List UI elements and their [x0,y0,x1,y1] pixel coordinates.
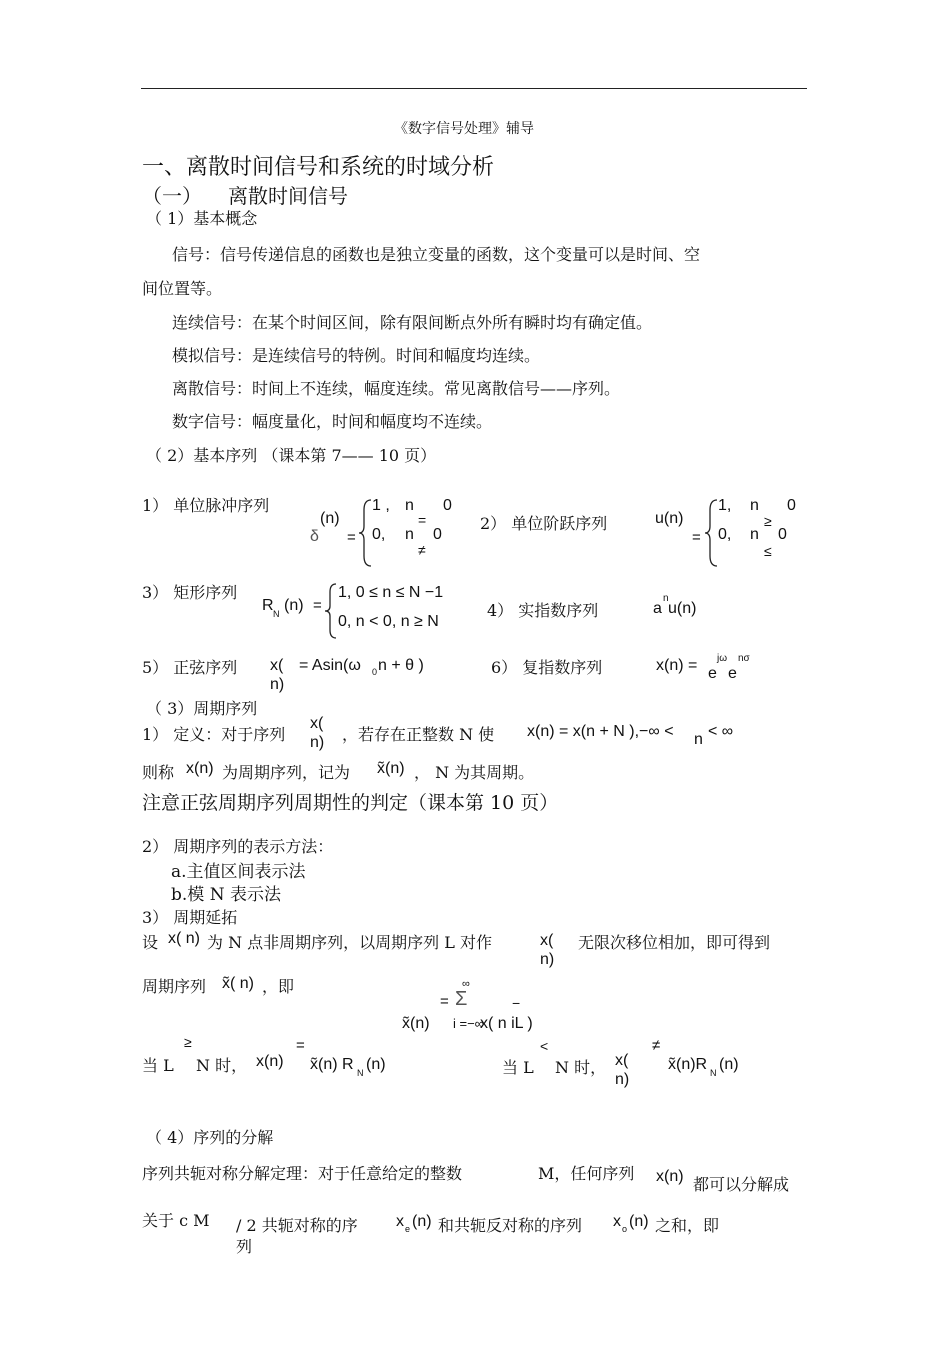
cexp-sup2: nσ [738,653,750,664]
delta-row1-value: 1 , [372,497,390,514]
periodic-then-c: ， N 为其周期。 [414,763,535,782]
periodic-rep: 2） 周期序列的表示方法： [142,837,334,856]
sum-eq: = [440,993,449,1010]
rect-arg: (n) [284,597,304,614]
periodic-def-b: ，若存在正整数 N 使 [342,725,495,744]
ext-text-a: 设 [142,933,159,952]
periodic-note: 注意正弦周期序列周期性的判定（课本第 10 页） [142,792,559,814]
decomp-xo-arg: (n) [629,1213,649,1230]
delta-row1-cond: 0 [443,497,452,514]
subsection-periodic: （ 3）周期序列 [146,699,258,718]
case2-rhs: x̃(n)R [668,1056,708,1073]
delta-arg: (n) [320,510,340,527]
periodic-def-eq: x(n) = x(n + N ),−∞ < [527,723,674,740]
item-complex-exp: 6） 复指数序列 [491,658,603,677]
decomp-xe-arg: (n) [412,1213,432,1230]
step-row2-op: ≤ [764,543,772,559]
subsection-basic-sequences: （ 2）基本序列 （课本第 7—— 10 页） [146,446,437,465]
header-rule [141,88,807,89]
para-signal-line2: 间位置等。 [142,279,223,298]
cexp-e1: e [708,665,717,682]
cexp-sup1: jω [717,653,728,664]
ext-x2: x( [540,932,554,949]
delta-row2-cond: 0 [433,526,442,543]
case2-when: 当 L [502,1058,534,1077]
sine-rest: n + θ ) [378,657,424,674]
delta-row1-n: n [405,497,414,514]
case1-when: 当 L [142,1056,174,1075]
decomp-line1-x: x(n) [656,1168,684,1185]
decomp-line2-b: / 2 共轭对称的序 [236,1216,358,1235]
step-row2-n: n [750,526,759,543]
sine-x: x( [270,657,284,674]
para-continuous: 连续信号：在某个时间区间，除有限间断点外所有瞬时均有确定值。 [172,313,653,332]
delta-symbol: δ [310,528,319,545]
decomp-line2-c: 和共轭反对称的序列 [438,1216,583,1235]
ext-text-e: ，即 [262,977,295,996]
cexp-lhs: x(n) = [656,657,698,674]
item-sine: 5） 正弦序列 [142,658,238,677]
sum-term: x( n iL ) [480,1015,533,1032]
case2-n: N 时， [555,1058,607,1077]
sum-upper: ∞ [462,978,470,990]
case2-ne: ≠ [652,1037,661,1054]
delta-row2-value: 0, [372,526,386,543]
periodic-then-a: 则称 [142,763,175,782]
sum-lhs: x̃(n) [402,1015,430,1032]
step-row1-value: 1, [718,497,732,514]
step-row2-cond: 0 [778,526,787,543]
periodic-then-b: 为周期序列，记为 [222,763,351,782]
para-digital: 数字信号：幅度量化，时间和幅度均不连续。 [172,412,493,431]
ext-text-c: 无限次移位相加，即可得到 [578,933,771,952]
delta-row2-op: ≠ [418,542,426,558]
realexp-rest: u(n) [668,600,697,617]
case1-arg: (n) [366,1056,386,1073]
periodic-rep-b: b.模 N 表示法 [171,885,281,905]
ext-n2: n) [540,951,555,968]
para-discrete: 离散信号：时间上不连续，幅度连续。常见离散信号——序列。 [172,379,621,398]
case1-sub: N [357,1068,364,1078]
periodic-then-xt: x̃(n) [377,760,405,777]
decomp-line1-b: M，任何序列 [538,1164,635,1183]
rect-lhs: R [262,597,274,614]
rect-row2: 0, n < 0, n ≥ N [338,613,439,630]
periodic-def-inf: < ∞ [708,723,734,740]
step-row1-op: ≥ [764,513,772,529]
sine-rhs: = Asin(ω [299,657,361,674]
item-unit-impulse: 1） 单位脉冲序列 [142,496,270,515]
step-row1-n: n [750,497,759,514]
sum-lower: i =−∞ [453,1016,484,1031]
periodic-def-x: x( [310,715,324,732]
delta-eq: = [347,529,356,546]
item-rect-seq: 3） 矩形序列 [142,583,238,602]
delta-row2-n: n [405,526,414,543]
ext-xt: x̃( n) [222,975,254,992]
decomp-xe: x [396,1213,404,1230]
ext-text-b: 为 N 点非周期序列，以周期序列 L 对作 [207,933,492,952]
case2-sub: N [710,1068,717,1078]
decomp-xo: x [613,1213,621,1230]
step-lhs: u(n) [655,510,684,527]
rect-brace [324,582,338,640]
case1-lhs: x(n) [256,1053,284,1070]
realexp-sup: n [663,593,669,604]
periodic-def-a: 1） 定义：对于序列 [142,725,286,744]
case2-lt: < [540,1038,549,1054]
case1-eq: = [296,1037,305,1054]
decomp-xo-sub: o [622,1224,628,1234]
cexp-e2: e [728,665,737,682]
case2-xn: n) [615,1071,630,1088]
subsection-decomposition: （ 4）序列的分解 [146,1128,274,1147]
sum-sigma: Σ [455,988,468,1010]
page-header-title: 《数字信号处理》辅导 [394,121,534,137]
decomp-xe-sub: e [405,1224,411,1234]
case2-arg: (n) [719,1056,739,1073]
ext-x: x( n) [168,930,200,947]
sine-n: n) [270,676,285,693]
realexp-a: a [653,600,662,617]
item-unit-step: 2） 单位阶跃序列 [480,514,608,533]
decomp-line2-a: 关于 c M [142,1211,210,1230]
delta-row1-op: = [418,512,427,528]
ext-text-d: 周期序列 [142,977,207,996]
decomp-line1-a: 序列共轭对称分解定理：对于任意给定的整数 [142,1164,463,1183]
heading-section-num: （一） [142,184,202,208]
rect-row1: 1, 0 ≤ n ≤ N −1 [338,584,444,601]
heading-chapter: 一、离散时间信号和系统的时域分析 [142,155,495,180]
heading-section: 离散时间信号 [228,184,348,208]
rect-sub: N [273,609,280,619]
sine-sub: 0 [372,667,378,677]
periodic-ext: 3） 周期延拓 [142,908,238,927]
case1-ge: ≥ [184,1034,192,1050]
periodic-then-x: x(n) [186,760,214,777]
para-analog: 模拟信号：是连续信号的特例。时间和幅度均连续。 [172,346,541,365]
sum-minus: − [512,995,521,1011]
periodic-rep-a: a.主值区间表示法 [171,862,306,882]
para-signal-line1: 信号：信号传递信息的函数也是独立变量的函数，这个变量可以是时间、空 [172,245,701,264]
case1-rhs: x̃(n) R [310,1056,354,1073]
rect-eq: = [313,597,322,614]
case1-n: N 时， [196,1056,248,1075]
decomp-line2-b2: 列 [236,1237,253,1256]
periodic-def-n2: n [694,731,703,748]
step-row1-cond: 0 [787,497,796,514]
decomp-line1-c: 都可以分解成 [693,1175,790,1194]
decomp-line2-d: 之和，即 [655,1216,720,1235]
periodic-def-n: n) [310,734,325,751]
item-real-exp: 4） 实指数序列 [487,601,599,620]
case2-x: x( [615,1052,629,1069]
step-eq: = [692,529,701,546]
subsection-basic-concepts: （ 1）基本概念 [146,209,258,228]
step-row2-value: 0, [718,526,732,543]
